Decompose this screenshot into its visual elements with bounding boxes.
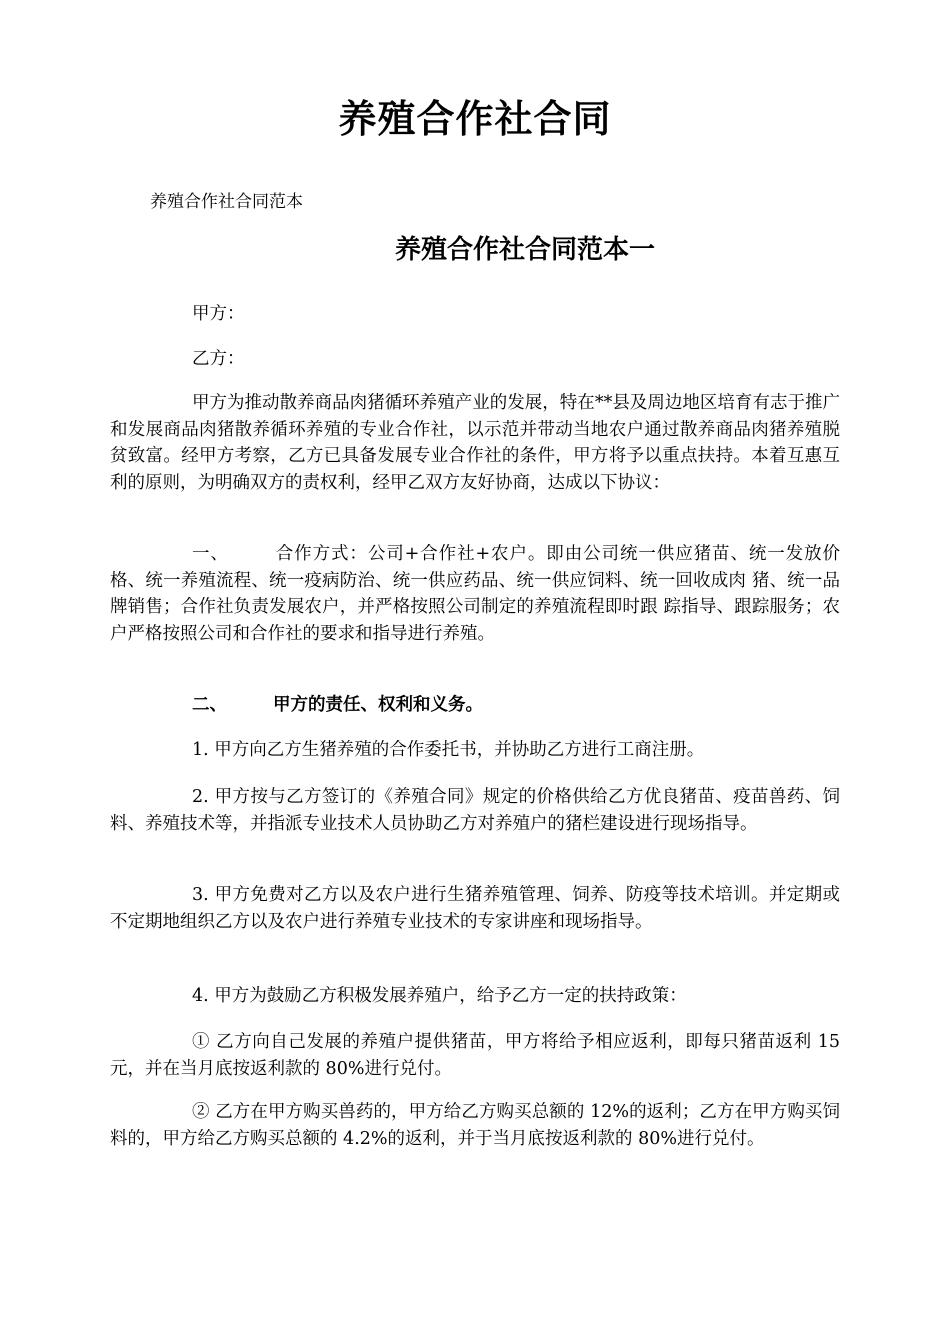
- sub-item-2-paragraph: ② 乙方在甲方购买兽药的，甲方给乙方购买总额的 12%的返利；乙方在甲方购买饲料的，甲方给乙方购买总额的 4.2%的返利，并于当月底按返利款的 80%进行兑付。: [110, 1102, 840, 1149]
- intro-paragraph: 甲方为推动散养商品肉猪循环养殖产业的发展，特在**县及周边地区培育有志于推广和发展商品肉猪散养循环养殖的专业合作社，以示范并带动当地农户通过散养商品肉猪养殖脱贫致富。经甲方考察，乙方已具备发展专业合作社的条件，甲方将予以重点扶持。本着互惠互利的原则，为明确双方的责权利，经甲乙双方友好协商，达成以下协议：: [110, 393, 840, 493]
- clause-2-number: 二、: [192, 695, 227, 715]
- party-b-line: 乙方：: [192, 349, 245, 369]
- item-3-paragraph: 3. 甲方免费对乙方以及农户进行生猪养殖管理、饲养、防疫等技术培训。并定期或不定期地组织乙方以及农户进行养殖专业技术的专家讲座和现场指导。: [110, 885, 840, 932]
- document-subtitle: 养殖合作社合同范本: [150, 192, 303, 212]
- clause-2-text: 甲方的责任、权利和义务。: [273, 695, 483, 715]
- item-2-paragraph: 2. 甲方按与乙方签订的《养殖合同》规定的价格供给乙方优良猪苗、疫苗兽药、饲料、养殖技术等，并指派专业技术人员协助乙方对养殖户的猪栏建设进行现场指导。: [110, 787, 840, 834]
- party-a-line: 甲方：: [192, 304, 245, 324]
- item-4-paragraph: 4. 甲方为鼓励乙方积极发展养殖户，给予乙方一定的扶持政策：: [192, 986, 687, 1006]
- clause-1-text: 合作方式：公司+合作社+农户。即由公司统一供应猪苗、统一发放价 格、统一养殖流程、统一疫病防治、统一供应药品、统一供应饲料、统一回收成肉 猪、统一品牌销售；合作社负责发展农户，并严格按照公司制定的养殖流程即时跟 踪指导、跟踪服务；农户严格按照公司和合作社的要求和指导进行养殖。: [110, 544, 841, 644]
- clause-2-heading: [110, 692, 840, 719]
- clause-1-number: 一、: [192, 544, 229, 564]
- document-title: 养殖合作社合同: [338, 96, 612, 141]
- clause-1-paragraph: [110, 541, 840, 647]
- item-1-paragraph: 1. 甲方向乙方生猪养殖的合作委托书，并协助乙方进行工商注册。: [192, 740, 705, 760]
- section-title: 养殖合作社合同范本一: [394, 235, 655, 265]
- sub-item-1-paragraph: ① 乙方向自己发展的养殖户提供猪苗，甲方将给予相应返利，即每只猪苗返利 15 元，并在当月底按返利款的 80%进行兑付。: [110, 1032, 840, 1079]
